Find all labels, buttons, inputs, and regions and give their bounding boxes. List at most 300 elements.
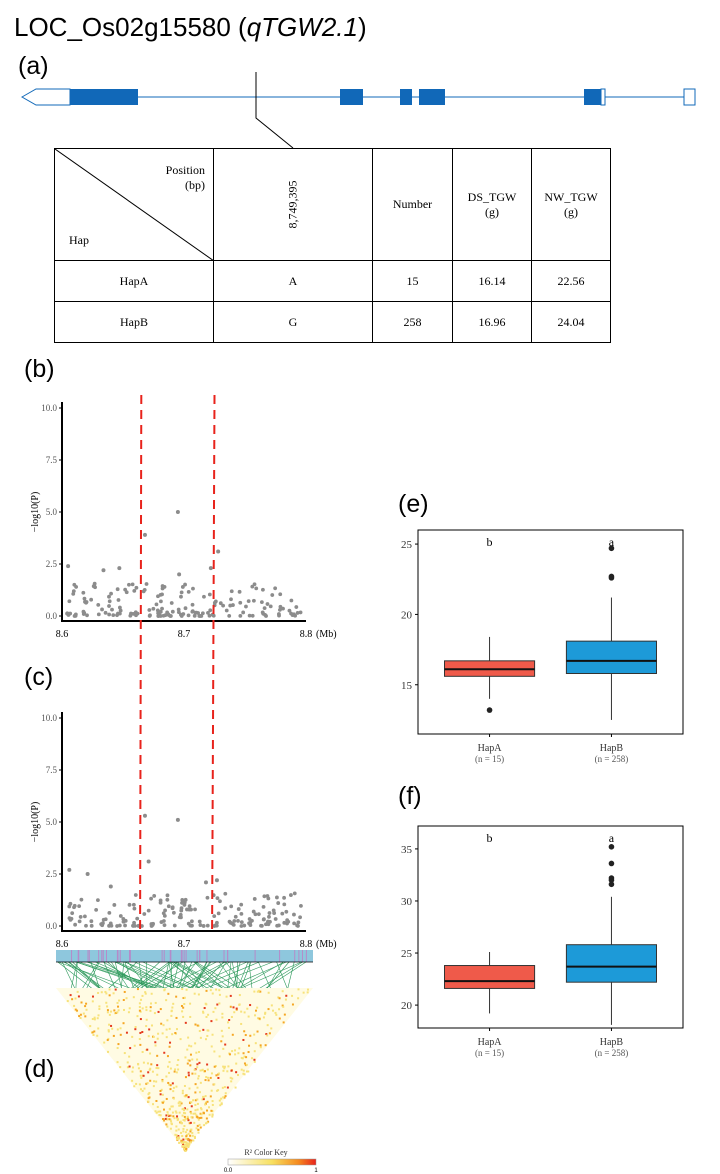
ld-cell [189,1088,191,1090]
ld-cell [171,1033,173,1035]
ld-cell [194,1136,196,1138]
ld-cell [141,995,143,997]
ld-cell [132,1066,134,1068]
ld-connector [249,962,252,990]
nw-tgw-cell: 24.04 [532,302,611,343]
ld-cell [200,1117,202,1119]
ld-cell [194,993,196,995]
ld-cell [185,1148,187,1150]
table-row [55,261,611,302]
snp-point [212,914,216,918]
snp-point [74,612,78,616]
ld-cell [177,1059,179,1061]
ld-cell [117,1028,119,1030]
ld-cell [157,1106,159,1108]
ld-cell [203,1124,205,1126]
ld-cell [148,1096,150,1098]
ld-cell [207,1014,209,1016]
ld-cell [194,1073,196,1075]
x-unit-label: (Mb) [316,629,337,640]
ld-cell [167,1111,169,1113]
ld-cell [176,1115,178,1117]
ld-cell [206,1110,208,1112]
ld-cell [92,1031,94,1033]
ld-cell [179,1112,181,1114]
ld-cell [160,1093,162,1095]
ds-tgw-header: DS_TGW (g) [453,149,532,261]
ld-cell [139,1083,141,1085]
ld-cell [190,1112,192,1114]
snp-point [262,917,266,921]
ld-cell [170,1128,172,1130]
ld-cell [238,1047,240,1049]
ld-cell [234,1053,236,1055]
snp-point [252,910,256,914]
ld-cell [179,1104,181,1106]
ld-cell [222,1048,224,1050]
ld-cell [230,1006,232,1008]
ld-cell [258,990,260,992]
ld-cell [190,1045,192,1047]
snp-point [179,595,183,599]
ld-cell [207,1077,209,1079]
ld-cell [77,991,79,993]
ld-cell [267,1024,269,1026]
snp-point [82,612,86,616]
ld-cell [149,1080,151,1082]
ld-cell [111,1028,113,1030]
snp-point [193,614,197,618]
snp-point [266,602,270,606]
ld-cell [198,1132,200,1134]
ld-cell [185,1131,187,1133]
ld-cell [206,1063,208,1065]
boxplot-e [401,530,683,764]
ld-cell [265,1044,267,1046]
ld-cell [184,1056,186,1058]
snp-point [223,906,227,910]
ld-cell [190,1129,192,1131]
ld-connector [257,962,303,990]
ld-cell [204,1103,206,1105]
ld-cell [253,1034,255,1036]
ld-cell [275,1014,277,1016]
snp-point [288,609,292,613]
ld-cell [163,1052,165,1054]
snp-point [193,907,197,911]
snp-point [84,924,88,928]
snp-point [151,607,155,611]
snp-point [80,898,84,902]
ld-cell [156,1064,158,1066]
ld-cell [134,1028,136,1030]
ld-cell [282,1006,284,1008]
ld-cell [227,1021,229,1023]
x-tick-label: HapA [477,1037,502,1048]
y-axis-label: −log10(P) [30,801,41,843]
ld-cell [139,1032,141,1034]
ld-cell [222,1066,224,1068]
snp-point [123,924,127,928]
sample-size-label: (n = 15) [475,1048,505,1058]
ld-cell [159,1090,161,1092]
ld-cell [206,1035,208,1037]
snp-point [206,896,210,900]
ld-cell [192,1135,194,1137]
ld-cell [197,1077,199,1079]
ld-cell [98,1008,100,1010]
ld-cell [108,1030,110,1032]
ld-cell [307,991,309,993]
ld-cell [211,1090,213,1092]
significance-letter: a [608,535,615,549]
snp-point [96,603,100,607]
snp-point [289,599,293,603]
ld-cell [203,1098,205,1100]
ld-cell [169,1028,171,1030]
ld-cell [177,1069,179,1071]
ld-cell [224,1086,226,1088]
snp-point [202,924,206,928]
ld-cell [187,1063,189,1065]
ld-cell [155,1100,157,1102]
ld-cell [185,1138,187,1140]
snp-point [282,896,286,900]
y-tick-label: 7.5 [45,765,57,775]
snp-point [142,912,146,916]
ld-cell [203,1112,205,1114]
ld-cell [210,1020,212,1022]
outlier-point [609,861,615,867]
significance-letter: a [608,831,615,845]
position-header: Position (bp) [165,163,205,192]
y-tick-label: 15 [401,679,412,692]
ld-cell [175,1125,177,1127]
ld-cell [103,1042,105,1044]
ld-cell [257,1031,259,1033]
ld-cell [133,996,135,998]
ld-cell [175,1086,177,1088]
ld-cell [238,1004,240,1006]
ld-cell [196,1059,198,1061]
snp-point [275,896,279,900]
ld-cell [218,1002,220,1004]
ld-cell [268,992,270,994]
ld-cell [195,1083,197,1085]
snp-point [143,814,147,818]
ld-cell [246,1064,248,1066]
snp-point [77,904,81,908]
ld-cell [264,1012,266,1014]
ld-cell [219,1100,221,1102]
snp-point [163,923,167,927]
ld-cell [164,988,166,990]
snp-point [171,610,175,614]
ld-cell [156,1112,158,1114]
y-tick-label: 10.0 [41,403,57,413]
ld-cell [117,1043,119,1045]
snp-point [199,923,203,927]
ld-cell [173,1117,175,1119]
ld-cell [208,1079,210,1081]
ld-cell [172,1003,174,1005]
ld-cell [157,1038,159,1040]
snp-point [177,572,181,576]
hap-cell: HapB [55,302,214,343]
snp-point [253,897,257,901]
ld-cell [189,1003,191,1005]
ld-cell [192,1113,194,1115]
ld-cell [147,1062,149,1064]
ld-cell [227,1087,229,1089]
snp-point [160,607,164,611]
snp-point [172,911,176,915]
ld-cell [194,1042,196,1044]
ld-cell [78,1015,80,1017]
ld-cell [75,997,77,999]
exon [419,89,445,105]
snp-point [225,609,229,613]
snp-point [89,598,93,602]
ld-cell [67,1000,69,1002]
snp-point [227,614,231,618]
ld-cell [278,1008,280,1010]
ld-cell [230,995,232,997]
snp-point [97,612,101,616]
snp-point [108,599,112,603]
ld-cell [186,1129,188,1131]
snp-point [285,918,289,922]
y-tick-label: 10.0 [41,713,57,723]
ld-cell [148,1028,150,1030]
ld-cell [182,1007,184,1009]
snp-point [294,605,298,609]
snp-point [215,878,219,882]
hap-header: Hap [69,233,89,247]
snp-point [263,606,267,610]
ld-cell [199,1030,201,1032]
ld-cell [191,1116,193,1118]
ld-cell [242,1039,244,1041]
snp-point [163,914,167,918]
snp-point [83,914,87,918]
ld-cell [215,1074,217,1076]
ld-cell [92,1000,94,1002]
qtl-name: qTGW2.1 [246,12,358,42]
snp-point [206,924,210,928]
snp-point [145,582,149,586]
snp-point [131,612,135,616]
snp-point [272,908,276,912]
ld-cell [228,1027,230,1029]
ld-cell [117,1002,119,1004]
snp-point [267,922,271,926]
snp-point [168,614,172,618]
ld-cell [243,1030,245,1032]
snp-point [67,868,71,872]
ld-cell [154,1012,156,1014]
ld-cell [254,1061,256,1063]
ld-cell [213,1083,215,1085]
ld-cell [199,1124,201,1126]
ld-cell [119,1066,121,1068]
snp-point [270,593,274,597]
ld-cell [205,1079,207,1081]
snp-point [135,586,139,590]
ld-cell [233,1006,235,1008]
ld-cell [175,996,177,998]
snp-point [123,588,127,592]
ld-cell [279,997,281,999]
snp-point [165,898,169,902]
ld-cell [269,1032,271,1034]
snp-point [107,595,111,599]
snp-point [119,914,123,918]
snp-point [298,915,302,919]
ld-cell [182,1128,184,1130]
snp-point [79,915,83,919]
plot-frame [418,530,683,734]
snp-point [191,587,195,591]
snp-point [201,611,205,615]
ld-cell [185,1094,187,1096]
ld-cell [194,1104,196,1106]
ld-cell [198,1051,200,1053]
x-tick-label: 8.8 [299,939,313,950]
ld-cell [186,989,188,991]
ld-cell [98,1005,100,1007]
snp-point [121,917,125,921]
ld-cell [197,1125,199,1127]
ld-cell [196,1099,198,1101]
snp-point [292,913,296,917]
ld-cell [215,1019,217,1021]
panel-label-d: (d) [24,1055,55,1083]
snp-point [198,920,202,924]
ld-cell [153,1036,155,1038]
snp-point [269,604,273,608]
ld-cell [244,1073,246,1075]
snp-point [279,605,283,609]
ld-cell [196,1087,198,1089]
ld-cell [181,1141,183,1143]
snp-point [161,584,165,588]
y-tick-label: 5.0 [45,817,57,827]
ld-cell [131,1071,133,1073]
snp-point [237,907,241,911]
ld-cell [184,1150,186,1152]
ld-cell [139,1010,141,1012]
ld-connector [181,962,192,990]
ld-cell [149,1052,151,1054]
ld-cell [200,1070,202,1072]
ld-cell [194,1091,196,1093]
ld-cell [183,1109,185,1111]
snp-point [291,613,295,617]
ld-cell [249,1004,251,1006]
ld-color-key [228,1159,316,1165]
ld-cell [110,1011,112,1013]
snp-point [112,903,116,907]
x-tick-label: HapA [477,743,502,754]
snp-point [133,907,137,911]
ld-cell [129,1066,131,1068]
ld-cell [140,1018,142,1020]
ld-cell [147,1071,149,1073]
ld-cell [192,1139,194,1141]
ld-cell [80,1017,82,1019]
ld-cell [198,993,200,995]
ld-cell [107,1009,109,1011]
snp-point [132,903,136,907]
snp-point [157,614,161,618]
ld-connector [107,962,137,990]
ld-cell [191,1132,193,1134]
snp-point [177,608,181,612]
ld-cell [255,1042,257,1044]
snp-point [109,884,113,888]
ld-cell [142,1051,144,1053]
ld-cell [194,1113,196,1115]
ld-cell [200,1037,202,1039]
ld-cell [84,1015,86,1017]
ld-cell [140,999,142,1001]
ld-cell [157,1033,159,1035]
ld-cell [253,1059,255,1061]
snp-point [67,613,71,617]
snp-point [73,904,77,908]
ld-cell [187,1146,189,1148]
ld-legend-title: R² Color Key [244,1148,288,1157]
ld-cell [239,994,241,996]
ld-cell [207,1101,209,1103]
ld-cell [150,1002,152,1004]
ld-cell [139,1038,141,1040]
ld-cell [167,1055,169,1057]
haplotype-table [54,148,611,343]
ld-cell [181,1010,183,1012]
ld-cell [155,1002,157,1004]
snp-point [254,587,258,591]
ld-cell [200,1107,202,1109]
ld-cell [182,1090,184,1092]
snp-point [181,585,185,589]
ld-cell [202,1029,204,1031]
ld-cell [137,1063,139,1065]
snp-point [282,903,286,907]
ld-cell [198,1075,200,1077]
snp-point [166,893,170,897]
ld-cell [198,1062,200,1064]
ld-cell [110,1025,112,1027]
ld-cell [168,1072,170,1074]
ld-cell [157,1067,159,1069]
allele-cell: G [214,302,373,343]
ld-cell [118,1009,120,1011]
ld-cell [140,1088,142,1090]
y-tick-label: 35 [401,843,412,856]
ld-cell [230,1070,232,1072]
snp-point [216,550,220,554]
ld-cell [147,1101,149,1103]
ld-cell [207,1030,209,1032]
ld-cell [171,1007,173,1009]
ld-cell [285,995,287,997]
ld-cell [129,1047,131,1049]
snp-point [248,614,252,618]
snp-point [147,608,151,612]
ld-cell [155,1081,157,1083]
